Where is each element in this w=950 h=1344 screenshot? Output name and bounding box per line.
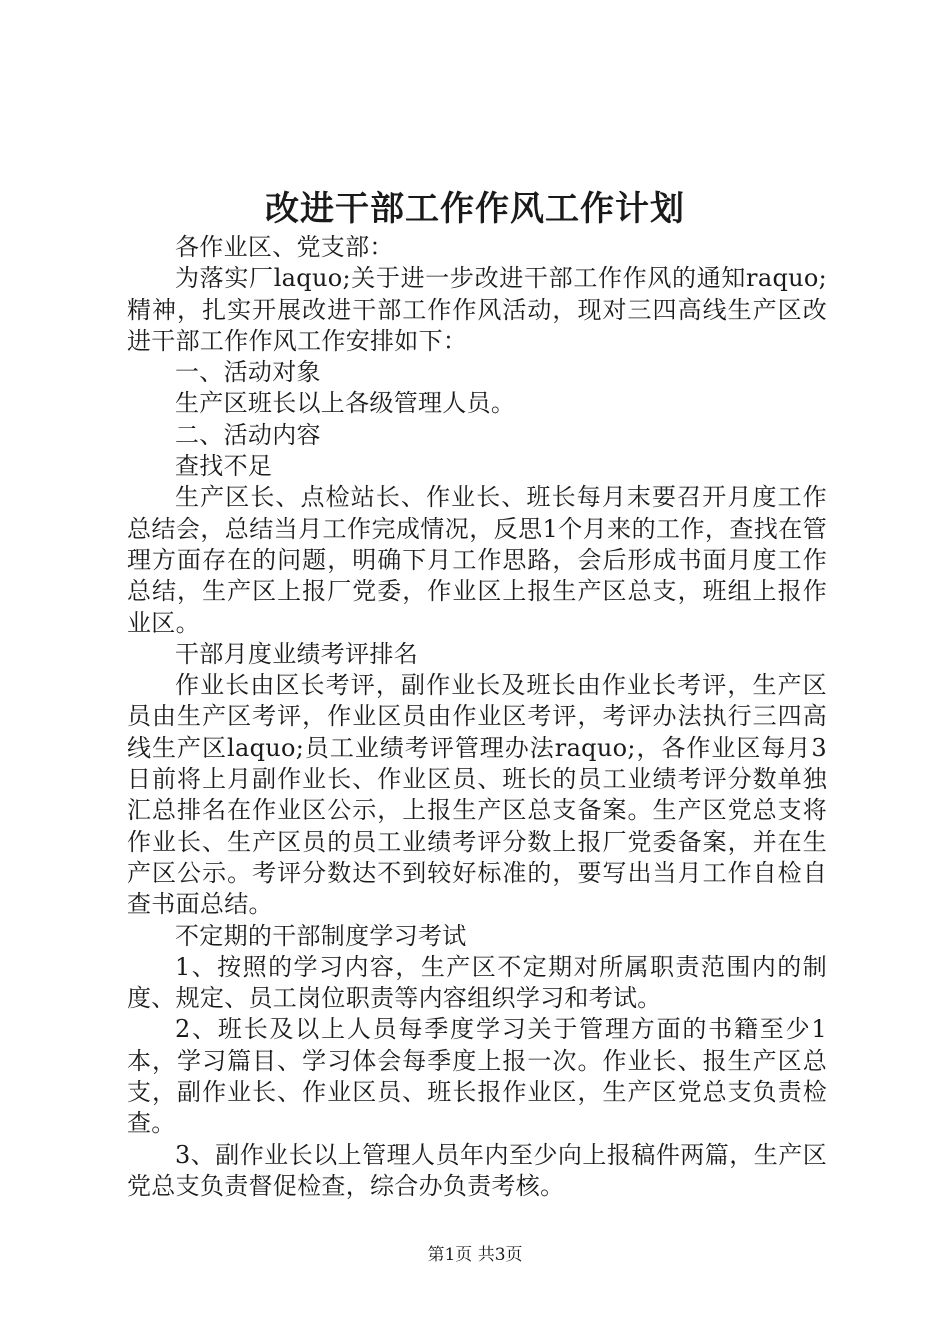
paragraph-intro: 为落实厂laquo;关于进一步改进干部工作作风的通知raquo;精神，扎实开展改进干部工作作风活动，现对三四高线生产区改进干部工作作风工作安排如下： (127, 264, 827, 355)
salutation: 各作业区、党支部： (175, 233, 394, 261)
subheading-performance-ranking: 干部月度业绩考评排名 (175, 639, 418, 668)
paragraph-study-2: 2、班长及以上人员每季度学习关于管理方面的书籍至少1本，学习篇目、学习体会每季度上报一次。作业长、报生产区总支，副作业长、作业区员、班长报作业区，生产区党总支负责检查。 (127, 1015, 827, 1138)
document-title: 改进干部工作作风工作计划 (265, 189, 685, 229)
section-heading-1: 一、活动对象 (175, 358, 321, 387)
subheading-find-shortcomings: 查找不足 (175, 452, 273, 481)
paragraph-study-3: 3、副作业长以上管理人员年内至少向上报稿件两篇，生产区党总支负责督促检查，综合办负责考核。 (127, 1140, 827, 1200)
document-body (127, 232, 827, 1202)
paragraph-monthly-summary: 生产区长、点检站长、作业长、班长每月末要召开月度工作总结会，总结当月工作完成情况，反思1个月来的工作，查找在管理方面存在的问题，明确下月工作思路，会后形成书面月度工作总结，生产区上报厂党委，作业区上报生产区总支，班组上报作业区。 (127, 483, 827, 637)
subheading-study-exam: 不定期的干部制度学习考试 (175, 921, 467, 950)
section-heading-2: 二、活动内容 (175, 420, 321, 449)
page-number-footer: 第1页 共3页 (427, 1245, 523, 1265)
paragraph-study-1: 1、按照的学习内容，生产区不定期对所属职责范围内的制度、规定、员工岗位职责等内容组织学习和考试。 (127, 952, 827, 1013)
paragraph-target: 生产区班长以上各级管理人员。 (175, 389, 516, 418)
paragraph-performance: 作业长由区长考评，副作业长及班长由作业长考评，生产区员由生产区考评，作业区员由作业区考评，考评办法执行三四高线生产区laquo;员工业绩考评管理办法raquo;，各作业区每月3日前将上月副作业长、作业区员、班长的员工业绩考评分数单独汇总排名在作业区公示，上报生产区总支备案。生产区党总支将作业长、生产区员的员工业绩考评分数上报厂党委备案，并在生产区公示。考评分数达不到较好标准的，要写出当月工作自检自查书面总结。 (127, 671, 827, 919)
